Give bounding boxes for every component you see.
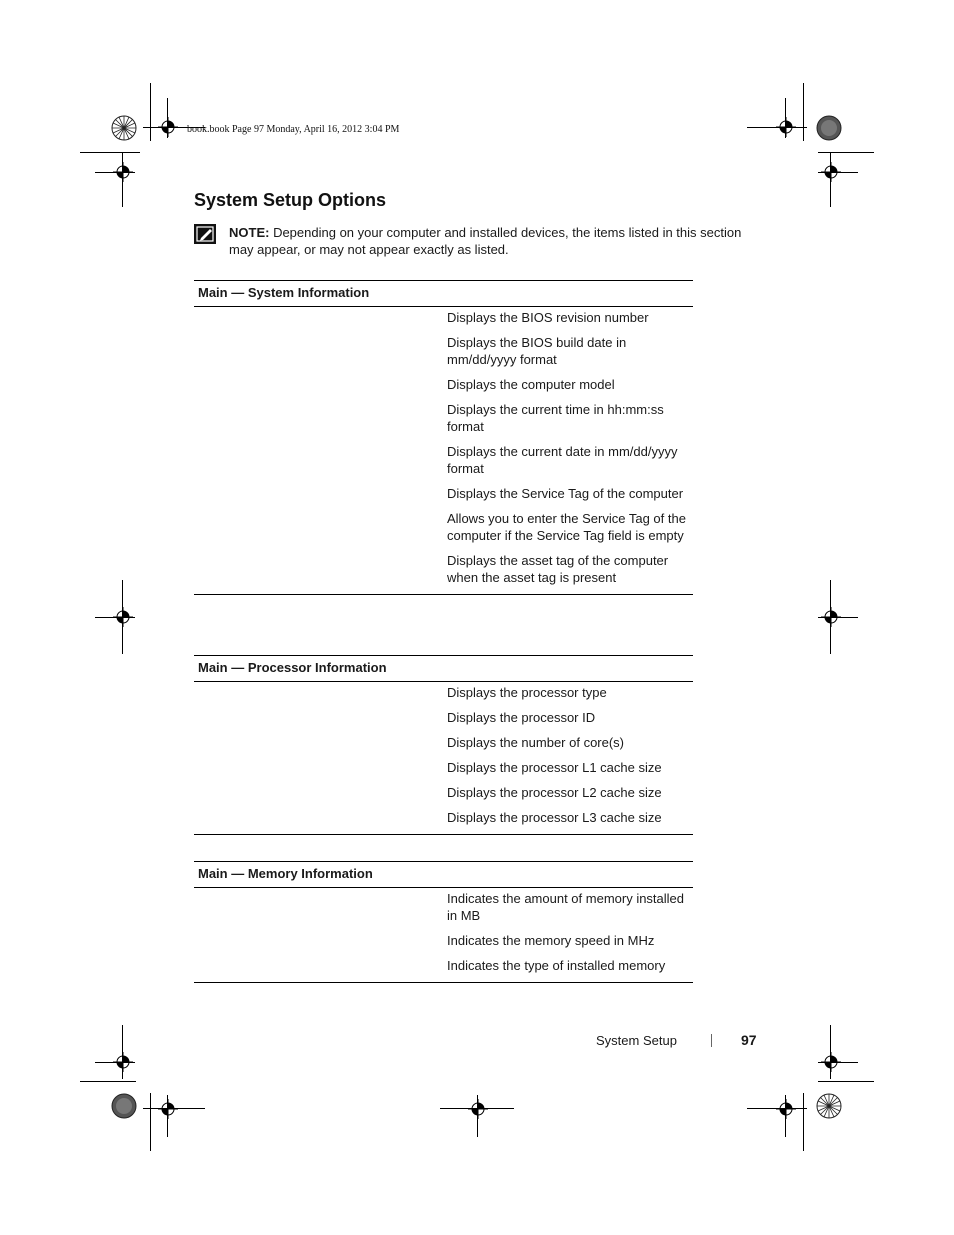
option-description: Displays the processor L2 cache size: [447, 785, 662, 800]
table-header: Main — Memory Information: [194, 862, 693, 888]
option-name-column: [194, 307, 447, 595]
option-description: Displays the BIOS revision number: [447, 310, 649, 325]
footer-section-label: System Setup: [596, 1033, 677, 1048]
description-column: [447, 682, 693, 835]
option-description: Displays the processor type: [447, 685, 607, 700]
footer-divider: [711, 1034, 712, 1047]
option-name-column: [194, 888, 447, 983]
option-description: Displays the computer model: [447, 377, 615, 392]
option-description: Displays the current date in mm/dd/yyyy format: [447, 444, 678, 476]
option-description: Displays the processor L3 cache size: [447, 810, 662, 825]
memory-information-table: [194, 861, 693, 983]
option-description: Displays the number of core(s): [447, 735, 625, 750]
option-description: Displays the BIOS build date in mm/dd/yyyy format: [447, 335, 627, 367]
option-description: Displays the current time in hh:mm:ss format: [447, 402, 664, 434]
note-label: NOTE:: [229, 225, 270, 240]
option-description: Indicates the amount of memory installed in MB: [447, 891, 685, 923]
description-column: [447, 888, 693, 983]
registration-crosshair-icon: [158, 1099, 178, 1119]
table-header: Main — System Information: [194, 281, 693, 307]
registration-sunburst-icon: [816, 1093, 842, 1119]
processor-information-table: [194, 655, 693, 835]
option-description: Displays the processor ID: [447, 710, 596, 725]
option-name-column: [194, 682, 447, 835]
registration-crosshair-icon: [468, 1099, 488, 1119]
page-number: 97: [741, 1032, 757, 1048]
option-description: Displays the processor L1 cache size: [447, 760, 662, 775]
registration-sunburst-icon: [111, 115, 137, 141]
description-column: [447, 307, 693, 595]
option-description: Allows you to enter the Service Tag of the computer if the Service Tag field is empty: [447, 511, 686, 543]
print-slug: book.book Page 97 Monday, April 16, 2012 3:04 PM: [187, 124, 400, 135]
option-description: Displays the Service Tag of the computer: [447, 486, 684, 501]
option-description: Indicates the type of installed memory: [447, 958, 666, 973]
note-text: [229, 224, 754, 258]
registration-sunburst-icon: [816, 115, 842, 141]
system-information-table: [194, 280, 693, 595]
note-body: Depending on your computer and installed devices, the items listed in this section may appear, or may not appear exactly as listed.: [229, 225, 742, 257]
option-description: Displays the asset tag of the computer when the asset tag is present: [447, 553, 669, 585]
section-title: System Setup Options: [194, 190, 387, 210]
registration-crosshair-icon: [776, 1099, 796, 1119]
option-description: Indicates the memory speed in MHz: [447, 933, 655, 948]
table-header: Main — Processor Information: [194, 656, 693, 682]
note-pencil-icon: [194, 224, 216, 244]
registration-sunburst-icon: [111, 1093, 137, 1119]
